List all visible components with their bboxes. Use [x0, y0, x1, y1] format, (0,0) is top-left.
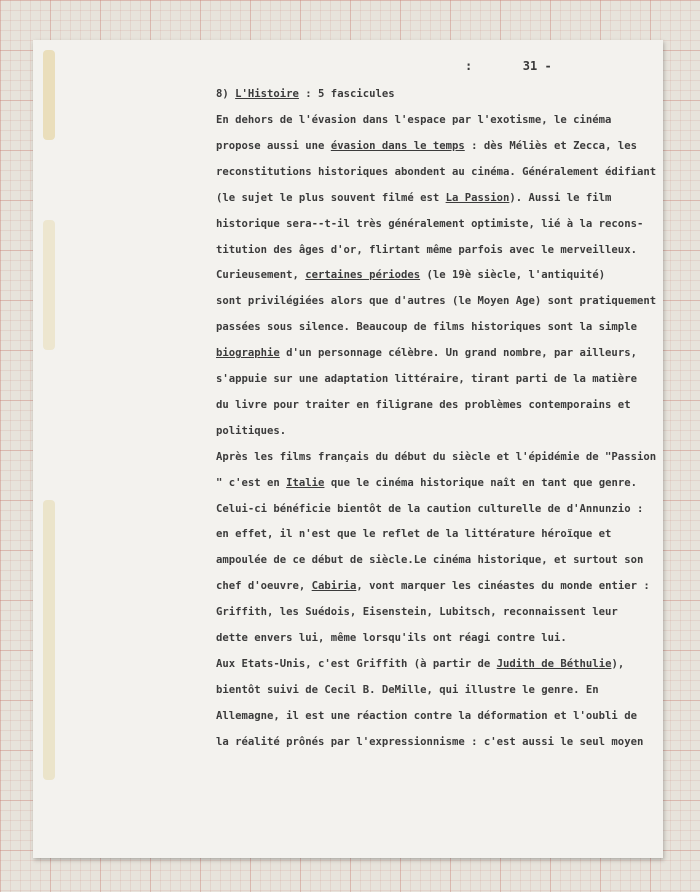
text-segment: ). Aussi le film: [509, 191, 612, 204]
text-line: [216, 684, 599, 696]
text-line: [216, 503, 643, 515]
underlined-text: biographie: [216, 347, 280, 360]
underlined-text: Italie: [286, 476, 325, 489]
text-segment: historique sera--t-il très généralement optimiste, lié à la recons-: [216, 217, 644, 230]
text-segment: " c'est en: [216, 476, 287, 489]
text-segment: Aux Etats-Unis, c'est Griffith (à partir de: [216, 657, 497, 670]
section-heading: [216, 88, 395, 100]
text-segment: chef d'oeuvre,: [216, 580, 312, 593]
text-segment: En dehors de l'évasion dans l'espace par l'exotisme, le cinéma: [216, 114, 612, 126]
text-segment: Curieusement,: [216, 269, 306, 282]
text-segment: reconstitutions historiques abondent au cinéma. Généralement édifiant: [216, 165, 657, 178]
page-number: : 31 -: [465, 59, 552, 73]
text-line: [216, 114, 611, 126]
underlined-text: certaines périodes: [305, 269, 421, 282]
section-number: 8): [216, 88, 236, 100]
text-segment: : dès Méliès et Zecca, les: [464, 139, 637, 152]
text-line: [216, 451, 656, 463]
text-segment: bientôt suivi de Cecil B. DeMille, qui illustre le genre. En: [216, 683, 599, 696]
text-segment: Griffith, les Suédois, Eisenstein, Lubitsch, reconnaissent leur: [216, 606, 618, 619]
text-line: [216, 192, 611, 204]
text-line: [216, 477, 637, 489]
text-line: [216, 658, 624, 670]
text-segment: (le 19è siècle, l'antiquité): [420, 269, 606, 282]
underlined-text: évasion dans le temps: [330, 139, 465, 152]
underlined-text: Judith de Béthulie: [496, 657, 612, 670]
text-segment: en effet, il n'est que le reflet de la littérature héroïque et: [216, 528, 612, 541]
text-segment: d'un personnage célèbre. Un grand nombre, par ailleurs,: [279, 347, 637, 360]
underlined-text: La Passion: [445, 191, 510, 204]
text-line: [216, 321, 637, 333]
text-line: [216, 218, 643, 230]
text-line: [216, 710, 637, 722]
text-line: [216, 347, 637, 359]
text-line: [216, 295, 656, 307]
section-title: L'Histoire: [235, 88, 299, 100]
text-line: [216, 554, 643, 566]
text-line: [216, 140, 637, 152]
text-segment: du livre pour traiter en filigrane des problèmes contemporains et: [216, 398, 631, 411]
text-line: [216, 166, 656, 178]
text-line: [216, 425, 286, 437]
paper-stain: [43, 220, 55, 350]
text-segment: titution des âges d'or, flirtant même parfois avec le merveilleux.: [216, 243, 637, 256]
paper-stain: [43, 500, 55, 780]
text-segment: passées sous silence. Beaucoup de films historiques sont la simple: [216, 321, 637, 334]
section-subtitle: : 5 fascicules: [298, 88, 395, 100]
text-segment: politiques.: [216, 424, 287, 437]
paper-stain: [43, 50, 55, 140]
text-line: [216, 373, 637, 385]
text-line: [216, 244, 637, 256]
text-line: [216, 528, 611, 540]
text-segment: que le cinéma historique naît en tant que genre.: [324, 476, 637, 489]
text-segment: ),: [611, 657, 625, 670]
text-segment: (le sujet le plus souvent filmé est: [216, 191, 446, 204]
text-segment: Celui-ci bénéficie bientôt de la caution culturelle de d'Annunzio :: [216, 502, 644, 515]
text-segment: Après les films français du début du siècle et l'épidémie de "Passion: [216, 450, 657, 463]
text-line: [216, 399, 631, 411]
text-segment: propose aussi une: [216, 139, 331, 152]
text-segment: s'appuie sur une adaptation littéraire, tirant parti de la matière: [216, 373, 637, 385]
text-segment: sont privilégiées alors que d'autres (le Moyen Age) sont pratiquement: [216, 295, 657, 308]
text-line: [216, 580, 650, 592]
text-line: [216, 632, 567, 644]
text-segment: ampoulée de ce début de siècle.Le cinéma historique, et surtout son: [216, 554, 644, 567]
text-segment: , vont marquer les cinéastes du monde entier :: [356, 580, 650, 593]
text-segment: Allemagne, il est une réaction contre la déformation et l'oubli de: [216, 709, 637, 722]
underlined-text: Cabiria: [311, 580, 357, 593]
text-line: [216, 269, 605, 281]
text-line: [216, 606, 618, 618]
text-segment: la réalité prônés par l'expressionnisme : c'est aussi le seul moyen: [216, 735, 644, 748]
text-line: [216, 736, 643, 748]
text-segment: dette envers lui, même lorsqu'ils ont réagi contre lui.: [216, 632, 567, 644]
